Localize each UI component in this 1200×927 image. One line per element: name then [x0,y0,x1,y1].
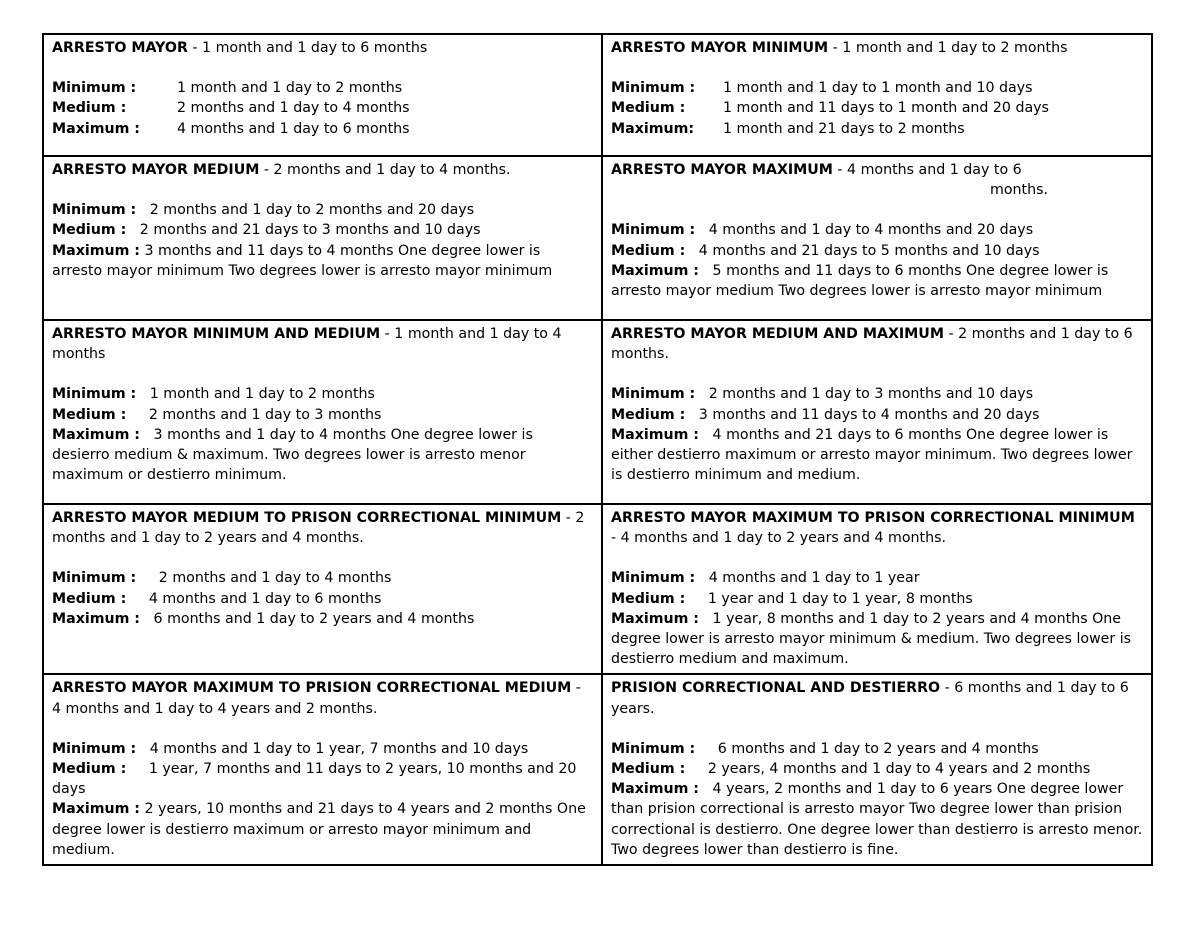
minimum-text: 1 month and 1 day to 2 months [177,80,403,97]
cell-heading [611,38,1143,58]
cell-desc: - 2 months and 1 day to 4 months. [259,162,511,178]
cell-title: ARRESTO MAYOR MEDIUM TO PRISON CORRECTIONAL MINIMUM [52,510,562,526]
cell-heading [611,160,1143,180]
maximum-line [52,799,593,860]
medium-line [611,589,1143,609]
minimum-label: Minimum : [611,222,696,239]
maximum-line [52,425,593,486]
maximum-line [611,119,1143,139]
cell-arresto-mayor-maximum-to-prision-correctional-medium [43,674,602,865]
maximum-label: Maximum : [52,426,140,443]
medium-label: Medium : [611,761,686,778]
cell-arresto-mayor-maximum-to-prison-correctional-minimum [602,504,1152,674]
cell-heading [52,38,593,58]
cell-heading [52,508,593,548]
maximum-label: Maximum : [611,781,699,798]
cell-arresto-mayor-minimum-and-medium [43,320,602,504]
minimum-label: Minimum : [611,570,696,587]
minimum-line [611,568,1143,588]
minimum-line [52,568,593,588]
cell-desc: - 4 months and 1 day to 2 years and 4 months. [611,530,946,547]
minimum-line [52,384,593,404]
medium-line [52,589,593,609]
cell-arresto-mayor-medium [43,156,602,320]
medium-line [611,98,1143,118]
medium-line [611,241,1143,261]
cell-heading [52,160,593,180]
minimum-label: Minimum : [52,80,137,97]
cell-arresto-mayor-medium-to-prison-correctional-minimum [43,504,602,674]
cell-desc: - 2 months and 1 day to 6 months. [611,326,1133,363]
table-row [43,504,1152,674]
medium-line [611,405,1143,425]
minimum-text: 1 month and 1 day to 1 month and 10 days [723,80,1033,97]
minimum-label: Minimum : [52,740,137,757]
medium-text: 4 months and 21 days to 5 months and 10 days [698,242,1040,259]
maximum-line [611,425,1143,486]
minimum-label: Minimum : [52,386,137,403]
minimum-text: 2 months and 1 day to 4 months [158,570,392,587]
cell-heading [52,324,593,364]
maximum-label: Maximum : [52,610,140,627]
maximum-text: 3 months and 11 days to 4 months One degree lower is arresto mayor minimum Two degrees lower is arresto mayor minimum [52,242,553,279]
maximum-text: 4 months and 21 days to 6 months One degree lower is either destierro maximum or arresto mayor minimum. Two degrees lower is destierro minimum and medium. [611,426,1133,484]
medium-label: Medium : [52,406,127,423]
maximum-text: 2 years, 10 months and 21 days to 4 years and 2 months One degree lower is destierro maximum or arresto mayor minimum and medium. [52,801,586,858]
cell-title: ARRESTO MAYOR MAXIMUM [611,162,833,178]
cell-desc: - 2 months and 1 day to 2 years and 4 months. [52,510,585,547]
cell-heading [611,324,1143,364]
medium-text: 3 months and 11 days to 4 months and 20 days [698,406,1040,423]
table-row [43,320,1152,504]
minimum-text: 4 months and 1 day to 1 year [708,570,920,587]
minimum-line [52,739,593,759]
medium-line [52,759,593,799]
minimum-label: Minimum : [611,80,696,97]
minimum-line [52,200,593,220]
cell-desc: - 4 months and 1 day to 4 years and 2 months. [52,680,581,717]
minimum-label: Minimum : [611,386,696,403]
maximum-text: 4 years, 2 months and 1 day to 6 years One degree lower than prision correctional is arresto mayor Two degree lower than prision correctional is destierro. One degree lower than destierro is arresto menor. Two degrees lower than destierro is fine. [611,781,1143,858]
minimum-text: 4 months and 1 day to 4 months and 20 days [708,222,1034,239]
medium-label: Medium : [52,100,127,117]
penalty-table [42,33,1153,866]
minimum-label: Minimum : [611,740,696,757]
maximum-label: Maximum : [52,120,140,137]
medium-text: 1 year, 7 months and 11 days to 2 years, 10 months and 20 days [52,761,577,798]
maximum-label: Maximum : [611,262,699,279]
maximum-label: Maximum: [611,120,695,137]
minimum-label: Minimum : [52,202,137,219]
medium-label: Medium : [52,590,127,607]
cell-title: ARRESTO MAYOR MAXIMUM TO PRISION CORRECTIONAL MEDIUM [52,680,572,697]
cell-desc: - 6 months and 1 day to 6 years. [611,680,1129,717]
minimum-text: 6 months and 1 day to 2 years and 4 months [717,740,1039,757]
medium-label: Medium : [611,242,686,259]
minimum-line [52,78,593,98]
cell-title: ARRESTO MAYOR MEDIUM [52,162,260,178]
medium-text: 2 years, 4 months and 1 day to 4 years and 2 months [707,761,1091,778]
maximum-text: 1 year, 8 months and 1 day to 2 years and 4 months One degree lower is arresto mayor minimum & medium. Two degrees lower is destierro medium and maximum. [611,610,1132,668]
maximum-text: 3 months and 1 day to 4 months One degree lower is desierro medium & maximum. Two degrees lower is arresto menor maximum or destierro minimum. [52,426,533,484]
medium-label: Medium : [611,100,686,117]
minimum-line [611,78,1143,98]
cell-desc: - 1 month and 1 day to 6 months [187,40,428,56]
cell-title: ARRESTO MAYOR MINIMUM AND MEDIUM [52,326,381,342]
medium-label: Medium : [611,590,686,607]
cell-heading [52,678,593,718]
cell-desc-tail: months. [990,182,1048,199]
medium-text: 2 months and 1 day to 4 months [177,100,410,117]
cell-arresto-mayor-medium-and-maximum [602,320,1152,504]
cell-title: ARRESTO MAYOR MINIMUM [611,40,829,56]
maximum-line [52,241,593,281]
maximum-line [52,119,593,139]
medium-text: 4 months and 1 day to 6 months [148,590,382,607]
cell-title: ARRESTO MAYOR MAXIMUM TO PRISON CORRECTIONAL MINIMUM [611,510,1135,526]
maximum-label: Maximum : [52,242,140,259]
cell-arresto-mayor-maximum [602,156,1152,320]
cell-heading [611,678,1143,718]
maximum-line [611,609,1143,670]
maximum-label: Maximum : [611,426,699,443]
maximum-text: 6 months and 1 day to 2 years and 4 months [153,610,475,627]
minimum-text: 2 months and 1 day to 3 months and 10 days [708,386,1034,403]
medium-text: 2 months and 1 day to 3 months [148,406,382,423]
maximum-text: 5 months and 11 days to 6 months One degree lower is arresto mayor medium Two degrees lower is arresto mayor minimum [611,262,1109,300]
medium-label: Medium : [52,761,127,778]
minimum-line [611,220,1143,240]
cell-title: PRISION CORRECTIONAL AND DESTIERRO [611,680,941,697]
minimum-line [611,384,1143,404]
cell-desc: - 1 month and 1 day to 4 months [52,326,562,363]
medium-line [52,220,593,240]
cell-prision-correctional-and-destierro [602,674,1152,865]
minimum-text: 2 months and 1 day to 2 months and 20 days [149,202,475,219]
table-row [43,674,1152,865]
medium-label: Medium : [52,222,127,239]
cell-arresto-mayor [43,34,602,156]
cell-desc: - 4 months and 1 day to 6 [832,162,1022,178]
cell-title: ARRESTO MAYOR [52,40,188,56]
maximum-text: 1 month and 21 days to 2 months [723,120,965,137]
table-row [43,156,1152,320]
maximum-line [52,609,593,629]
maximum-text: 4 months and 1 day to 6 months [177,120,410,137]
medium-text: 1 year and 1 day to 1 year, 8 months [707,590,973,607]
maximum-line [611,779,1143,860]
minimum-text: 1 month and 1 day to 2 months [149,386,375,403]
maximum-label: Maximum : [611,610,699,627]
cell-title: ARRESTO MAYOR MEDIUM AND MAXIMUM [611,326,944,342]
minimum-line [611,739,1143,759]
cell-desc: - 1 month and 1 day to 2 months [828,40,1068,56]
maximum-line [611,261,1143,301]
medium-text: 2 months and 21 days to 3 months and 10 days [139,222,481,239]
minimum-text: 4 months and 1 day to 1 year, 7 months and 10 days [149,740,529,757]
maximum-label: Maximum : [52,801,140,818]
table-row [43,34,1152,156]
medium-line [611,759,1143,779]
medium-line [52,405,593,425]
minimum-label: Minimum : [52,570,137,587]
medium-line [52,98,593,118]
medium-text: 1 month and 11 days to 1 month and 20 days [723,100,1049,117]
cell-heading [611,508,1143,548]
cell-arresto-mayor-minimum [602,34,1152,156]
medium-label: Medium : [611,406,686,423]
